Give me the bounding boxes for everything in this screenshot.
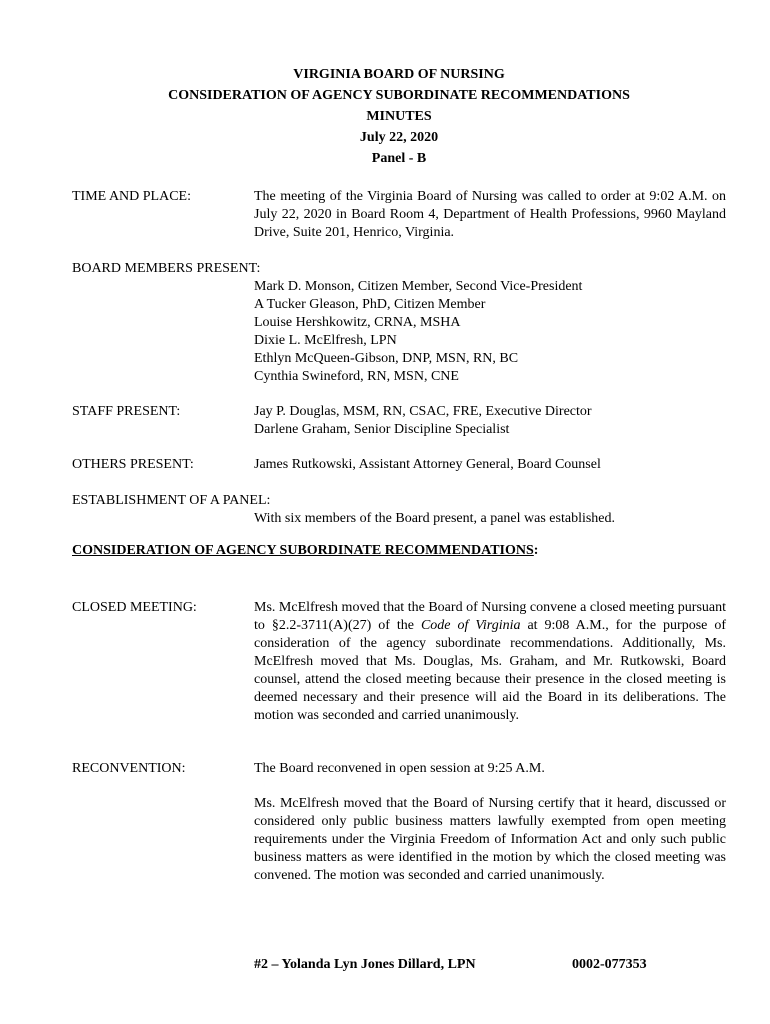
- section-heading-colon: :: [533, 543, 539, 558]
- others-list: [254, 456, 601, 474]
- panel-establishment-text: With six members of the Board present, a panel was established.: [254, 511, 616, 526]
- staff-label: STAFF PRESENT:: [72, 404, 181, 419]
- board-member: A Tucker Gleason, PhD, Citizen Member: [254, 297, 486, 312]
- reconvention-line: The Board reconvened in open session at 9:25 A.M.: [254, 761, 545, 776]
- closed-meeting-label: CLOSED MEETING:: [72, 600, 197, 615]
- reconvention-paragraph: Ms. McElfresh moved that the Board of Nursing certify that it heard, discussed or considered only public business matters lawfully exempted from open meeting requirements under the Virginia Freedom of Information Act and only such public business matters as were identified in the motion by which the closed meeting was convened. The motion was seconded and carried unanimously.: [254, 796, 726, 883]
- time-place-label: TIME AND PLACE:: [72, 189, 191, 204]
- time-place-text: The meeting of the Virginia Board of Nursing was called to order at 9:02 A.M. on July 22, 2020 in Board Room 4, Department of Health Professions, 9960 Mayland Drive, Suite 201, Henrico, Virginia.: [254, 189, 726, 240]
- board-members-list: [254, 278, 582, 386]
- closed-meeting-text-part2: at 9:08 A.M., for the purpose of consideration of the agency subordinate recommendations. Additionally, Ms. McElfresh moved that Ms. Douglas, Ms. Graham, and Mr. Rutkowski, Board counsel, attend the closed meeting because their presence in the closed meeting is deemed necessary and their presence will aid the Board in its deliberations. The motion was seconded and carried unanimously.: [254, 618, 727, 723]
- case-title: #2 – Yolanda Lyn Jones Dillard, LPN: [254, 957, 476, 972]
- section-heading-text: CONSIDERATION OF AGENCY SUBORDINATE RECOMMENDATIONS: [72, 543, 534, 558]
- code-of-virginia-ref: Code of Virginia: [420, 618, 521, 633]
- others-label: OTHERS PRESENT:: [72, 457, 194, 472]
- panel-establishment-list: [254, 510, 615, 528]
- other-attendee: James Rutkowski, Assistant Attorney General, Board Counsel: [254, 457, 601, 472]
- document-type: MINUTES: [366, 109, 432, 124]
- board-member: Louise Hershkowitz, CRNA, MSHA: [254, 315, 461, 330]
- panel-label: Panel - B: [371, 151, 427, 166]
- case-number: 0002-077353: [572, 957, 647, 972]
- closed-meeting-text-part1: Ms. McElfresh moved that the Board of Nursing convene a closed meeting pursuant to §2.2-3711(A)(27) of the: [254, 600, 726, 633]
- staff-list: [254, 403, 592, 439]
- board-member: Ethlyn McQueen-Gibson, DNP, MSN, RN, BC: [254, 351, 519, 366]
- staff-member: Darlene Graham, Senior Discipline Specialist: [254, 422, 510, 437]
- meeting-date: July 22, 2020: [359, 130, 439, 145]
- section-heading: [72, 542, 538, 560]
- panel-establishment-label: ESTABLISHMENT OF A PANEL:: [72, 493, 271, 508]
- board-member: Mark D. Monson, Citizen Member, Second Vice-President: [254, 279, 583, 294]
- staff-member: Jay P. Douglas, MSM, RN, CSAC, FRE, Executive Director: [254, 404, 592, 419]
- board-member: Cynthia Swineford, RN, MSN, CNE: [254, 369, 459, 384]
- board-member: Dixie L. McElfresh, LPN: [254, 333, 397, 348]
- board-members-label: BOARD MEMBERS PRESENT:: [72, 261, 261, 276]
- document-title: CONSIDERATION OF AGENCY SUBORDINATE RECOMMENDATIONS: [168, 88, 630, 103]
- closed-meeting-text: [254, 599, 726, 725]
- document-header: [0, 64, 770, 169]
- board-name: VIRGINIA BOARD OF NURSING: [293, 67, 505, 82]
- reconvention-label: RECONVENTION:: [72, 761, 186, 776]
